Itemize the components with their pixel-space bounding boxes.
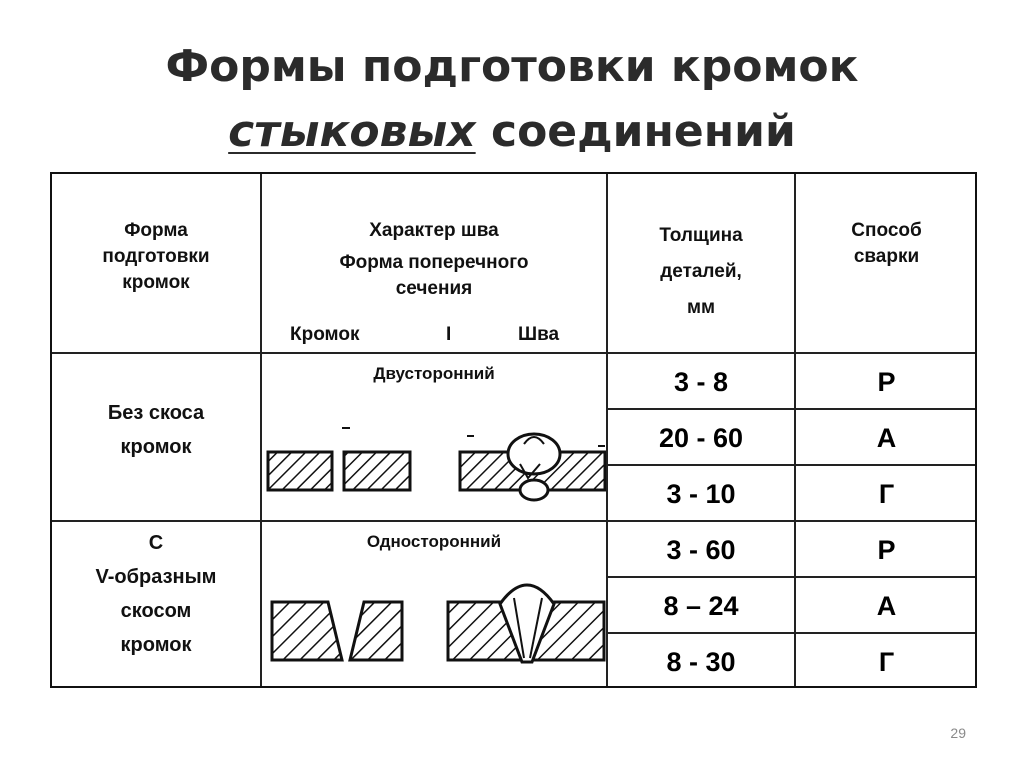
title-underlined-word: стыковых xyxy=(228,106,476,157)
title-rest-word: соединений xyxy=(490,106,796,157)
header-separator: I xyxy=(446,324,452,345)
method-value: Г xyxy=(878,646,895,677)
form-v-bevel: С V-образным скосом кромок xyxy=(95,532,217,656)
form-no-bevel: Без скоса кромок xyxy=(107,402,205,458)
edge-preparation-table xyxy=(50,172,977,688)
header-shva: Шва xyxy=(518,324,560,345)
header-kromok: Кромок xyxy=(290,324,360,345)
double-sided-butt-drawing xyxy=(262,410,606,514)
thickness-value: 8 - 30 xyxy=(666,646,736,677)
thickness-value: 8 – 24 xyxy=(663,590,739,621)
v-bevel-butt-drawing xyxy=(262,578,606,686)
method-value: Г xyxy=(878,478,895,509)
thickness-value: 3 - 10 xyxy=(666,478,736,509)
slide-title-line2 xyxy=(0,103,1024,161)
thickness-value: 3 - 8 xyxy=(673,366,729,397)
method-value: А xyxy=(876,422,897,453)
thickness-value: 3 - 60 xyxy=(666,534,736,565)
header-seam: Характер шва Форма поперечного сечения xyxy=(339,220,529,299)
header-thickness: Толщина деталей, мм xyxy=(659,225,743,318)
header-method: Способ сварки xyxy=(851,220,922,267)
thickness-value: 20 - 60 xyxy=(658,422,744,453)
method-value: А xyxy=(876,590,897,621)
page-number: 29 xyxy=(950,725,966,741)
seam-single-sided: Односторонний xyxy=(366,532,502,551)
method-value: Р xyxy=(877,534,896,565)
seam-double-sided: Двусторонний xyxy=(373,364,495,383)
slide-title-line1: Формы подготовки кромок xyxy=(165,41,859,92)
method-value: Р xyxy=(877,366,896,397)
header-form: Форма подготовки кромок xyxy=(102,220,210,293)
